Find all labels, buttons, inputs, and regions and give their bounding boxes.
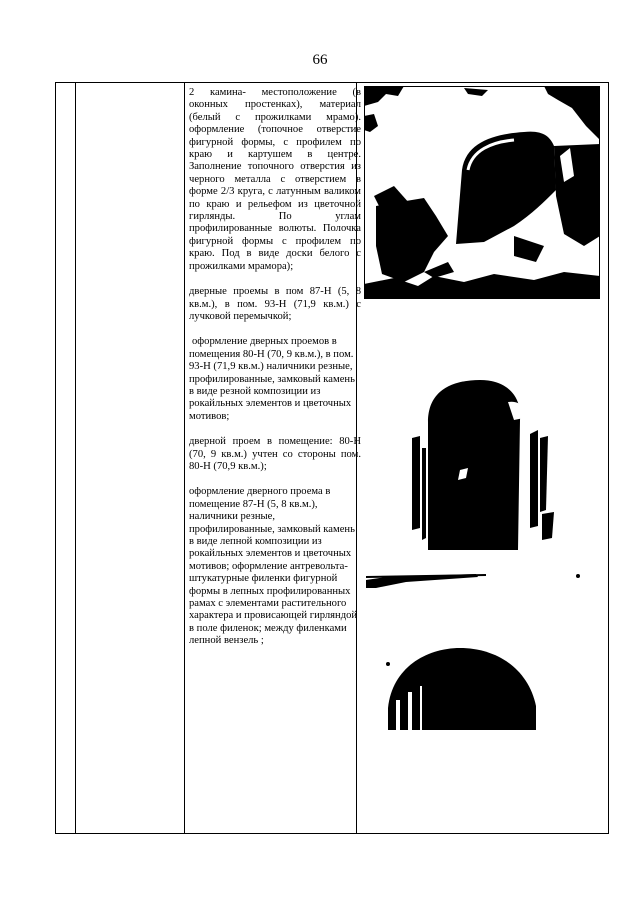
arched-portal-photo <box>386 644 542 736</box>
doorways-description: дверные проемы в пом 87-Н (5, 8 кв.м.), в пом. 93-Н (71,9 кв.м.) с лучковой перемычкой; <box>189 286 361 322</box>
fireplace-description: 2 камина- местоположение (в оконных простенках), материал (белый с прожилками мрамо). оформление (топочное отверстие фигурной формы, с профилем по краю и картушем в центре. Заполнение топочного отверстия из черного металла с отверстием в форме 2/3 круга, с латунным валиком по краю и рельефом из цветочной гирлянды. По углам профилированные волюты. Полочка фигурной формы с профилем по краю. Под в виде доски белого с прожилками мрамора); <box>189 87 361 272</box>
doorway-80n-description: дверной проем в помещение: 80-Н (70, 9 кв.м.) учтен со стороны пом. 80-Н (70,9 кв.м.); <box>189 436 361 472</box>
column-divider-1 <box>75 83 76 833</box>
page-number: 66 <box>312 52 328 68</box>
doorway-87n-decoration-description: оформление дверного проема в помещение 87-Н (5, 8 кв.м.), наличники резные, профилированные, замковый камень в виде лепной композиции из рокайльных элементов и цветочных мотивов; оформление антревольта- штукатурные филенки фигурной формы в лепных профилированных рамах с элементами растительного характера и провисающей гирляндой в поле филенок; между филенками лепной вензель ; <box>189 486 358 647</box>
fireplace-photo <box>364 86 600 299</box>
description-cell <box>189 87 361 648</box>
doorway-photo <box>412 378 558 550</box>
column-divider-2 <box>184 83 185 833</box>
doorway-lintel-photo <box>366 574 592 592</box>
doorway-decoration-description: оформление дверных проемов в помещения 80-Н (70, 9 кв.м.), в пом. 93-Н (71,9 кв.м.) наличники резные, профилированные, замковый камень в виде резной композиции из рокайльных элементов и цветочных мотивов; <box>189 336 355 422</box>
